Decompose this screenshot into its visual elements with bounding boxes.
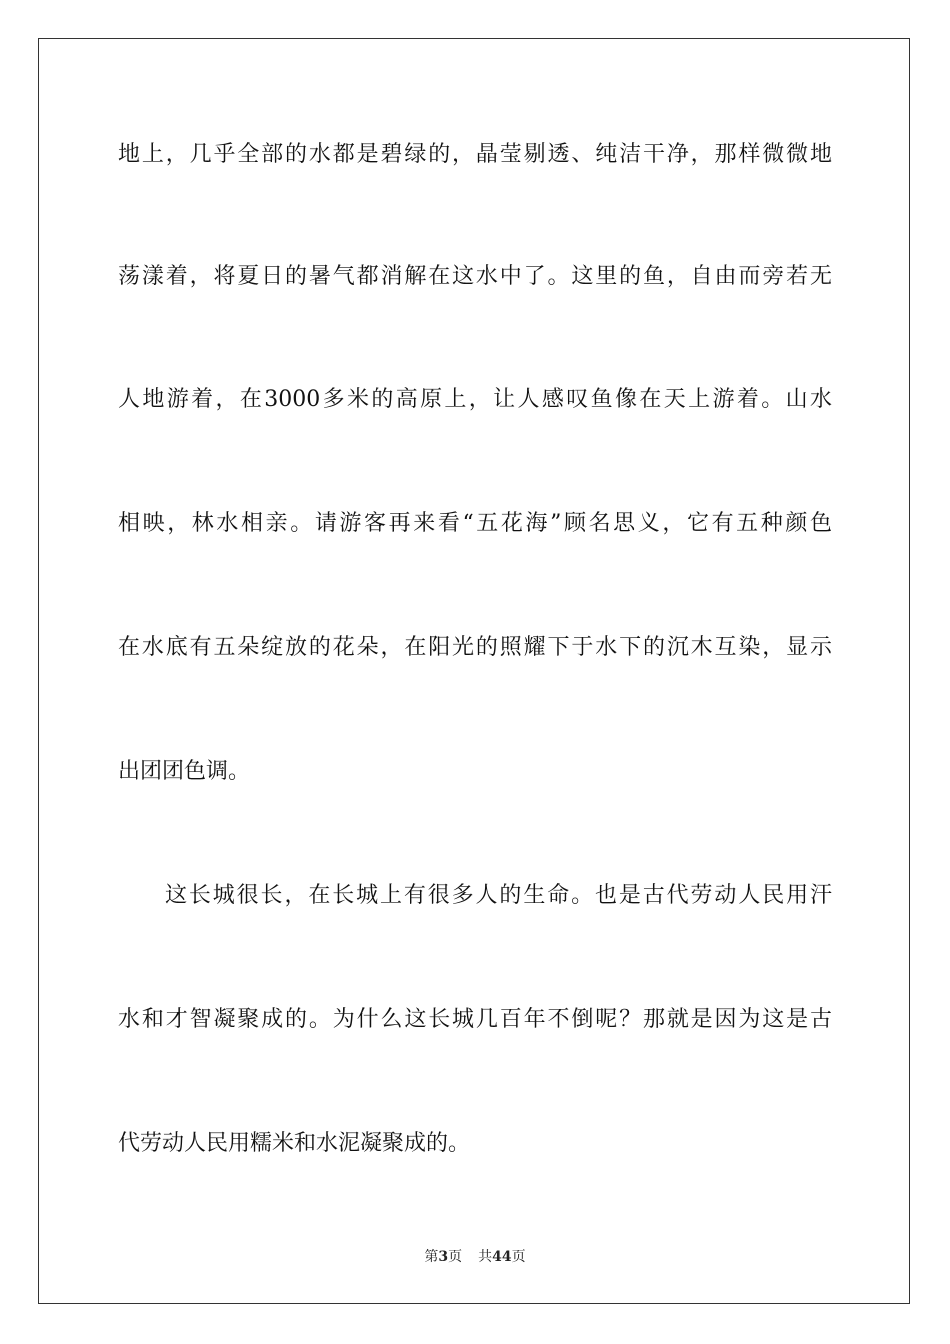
text-line: 相映，林水相亲。请游客再来看“五花海”顾名思义，它有五种颜色 [118,511,832,536]
text-line: 这长城很长，在长城上有很多人的生命。也是古代劳动人民用汗 [165,883,832,908]
total-pages: 44 [492,1249,512,1265]
total-suffix: 页 [511,1249,526,1265]
text-line: 地上，几乎全部的水都是碧绿的，晶莹剔透、纯洁干净，那样微微地 [118,142,832,167]
page-prefix: 第 [424,1249,439,1265]
page-footer [0,1248,950,1266]
text-line: 人地游着，在3000多米的高原上，让人感叹鱼像在天上游着。山水 [118,387,832,412]
text-line: 出团团色调。 [118,759,251,784]
text-line: 在水底有五朵绽放的花朵，在阳光的照耀下于水下的沉木互染，显示 [118,635,832,660]
page-suffix: 页 [448,1249,463,1265]
page-number: 3 [438,1249,449,1265]
text-line: 荡漾着，将夏日的暑气都消解在这水中了。这里的鱼，自由而旁若无 [118,264,832,289]
text-line: 代劳动人民用糯米和水泥凝聚成的。 [118,1131,471,1156]
total-prefix: 共 [478,1249,493,1265]
page-border [38,38,910,1304]
text-line: 水和才智凝聚成的。为什么这长城几百年不倒呢？那就是因为这是古 [118,1007,832,1032]
